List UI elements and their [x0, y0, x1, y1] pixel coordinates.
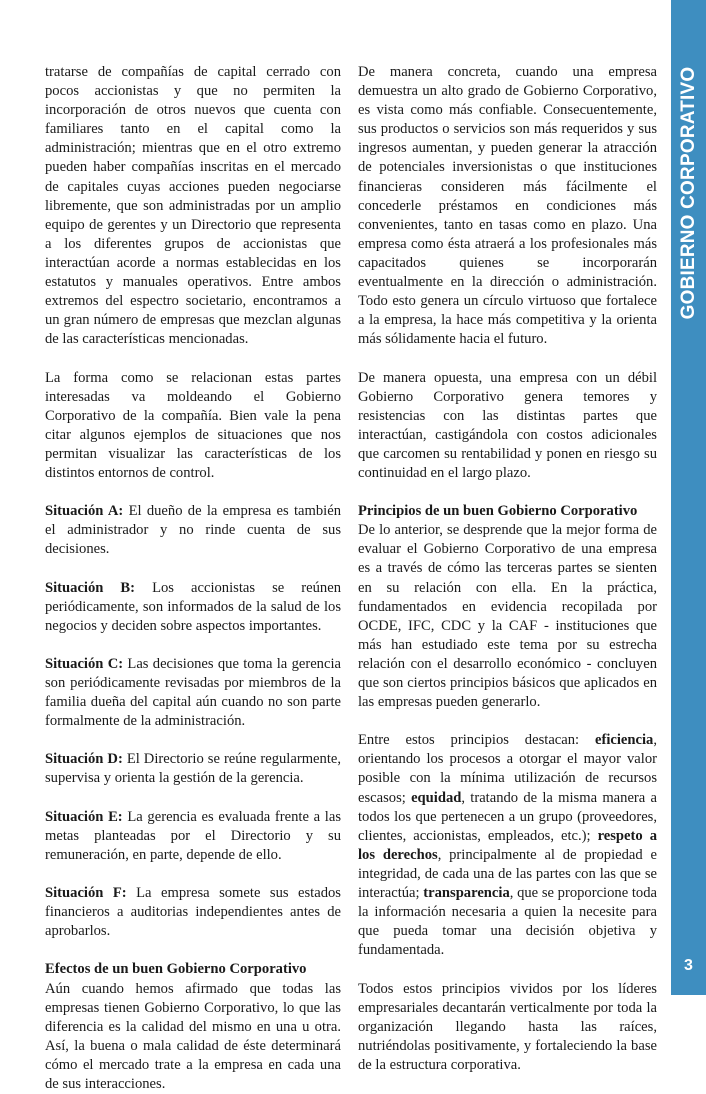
text-run: , tratando de la misma manera a todos los que pertenecen a un grupo (proveedores, clientes, accionistas, empleados, etc.);: [358, 790, 657, 844]
left-column: [45, 63, 341, 1094]
section-band: [671, 0, 706, 995]
efectos-heading: Efectos de un buen Gobierno Corporativo: [45, 960, 341, 979]
situation-d: [45, 750, 341, 788]
intro-paragraph: tratarse de compañías de capital cerrado con pocos accionistas y que no permiten la incorporación de otros nuevos que cuenta con familiares tanto en el capital como la administración; mientras que en el otro extremo pueden haber compañías inscritas en el mercado de capitales cuyas acciones pueden negociarse libremente, que son administradas por un amplio equipo de gerentes y un Directorio que representa a los diferentes grupos de accionistas que interactúan acorde a normas establecidas en los estatutos y manuales operativos. Entre ambos extremos del espectro societario, encontramos a un gran número de empresas que mezclan algunas de las características mencionadas.: [45, 63, 341, 349]
term-respeto: respeto a los derechos: [358, 828, 657, 863]
opuesta-paragraph: De manera opuesta, una empresa con un débil Gobierno Corporativo genera temores y resistencias con las distintas partes que interactúan, castigándola con costos adicionales que carcomen su rentabilidad y ponen en riesgo su continuidad en el largo plazo.: [358, 369, 657, 484]
situation-c: [45, 655, 341, 731]
situation-text: El Directorio se reúne regularmente, supervisa y orienta la gestión de la gerencia.: [45, 751, 341, 786]
situation-text: La empresa somete sus estados financieros a auditorias independientes antes de aprobarlos.: [45, 885, 341, 939]
situation-a: [45, 502, 341, 559]
term-transparencia: transparencia: [423, 885, 509, 901]
situation-label: Situación E:: [45, 809, 123, 825]
section-title: [671, 0, 706, 340]
situation-f: [45, 884, 341, 941]
situation-text: Las decisiones que toma la gerencia son periódicamente revisadas por miembros de la familia dueña del capital aún cuando no son parte formalmente de la administración.: [45, 656, 341, 729]
term-eficiencia: eficiencia: [595, 732, 653, 748]
situation-e: [45, 808, 341, 865]
situation-text: El dueño de la empresa es también el administrador y no rinde cuenta de sus decisiones.: [45, 503, 341, 557]
page-number: 3: [671, 957, 706, 975]
efectos-paragraph: Aún cuando hemos afirmado que todas las empresas tienen Gobierno Corporativo, lo que las diferencia es la calidad del mismo en una u otra. Así, la buena o mala calidad de éste determinará cómo el mercado trate a la empresa en cada una de sus interacciones.: [45, 980, 341, 1094]
situation-b: [45, 579, 341, 636]
situation-label: Situación F:: [45, 885, 127, 901]
destacan-paragraph: [358, 731, 657, 960]
section-title-text: GOBIERNO CORPORATIVO: [678, 67, 700, 320]
principios-heading: Principios de un buen Gobierno Corporativo: [358, 502, 657, 521]
term-equidad: equidad: [411, 790, 461, 806]
situation-text: Los accionistas se reúnen periódicamente, son informados de la salud de los negocios y deciden sobre aspectos importantes.: [45, 580, 341, 634]
situation-label: Situación B:: [45, 580, 135, 596]
todos-paragraph: Todos estos principios vividos por los líderes empresariales decantarán verticalmente por toda la organización llegando hasta las raíces, nutriéndolas positivamente, y fortaleciendo la base de la estructura corporativa.: [358, 980, 657, 1075]
situation-label: Situación A:: [45, 503, 123, 519]
principios-paragraph: De lo anterior, se desprende que la mejor forma de evaluar el Gobierno Corporativo de una empresa es a través de cómo las terceras partes se sienten en su relación con ella. En la práctica, fundamentados en evidencia recopilada por OCDE, IFC, CDC y la CAF - instituciones que más han estudiado este tema por su estrecha relación con el desarrollo económico - concluyen que son ciertos principios básicos que aplicados en las empresas pueden generarlo.: [358, 521, 657, 712]
text-run: , orientando los procesos a otorgar el mayor valor posible con la mínima utilización de recursos escasos;: [358, 732, 657, 805]
text-run: , que se proporcione toda la información necesaria a quien la necesite para que pueda tomar una decisión objetiva y fundamentada.: [358, 885, 657, 958]
concreta-paragraph: De manera concreta, cuando una empresa demuestra un alto grado de Gobierno Corporativo, es vista como más confiable. Consecuentemente, sus productos o servicios son más requeridos y sus ingresos aumentan, y pueden generar la atracción de potenciales inversionistas o que instituciones financieras consideren más fácilmente el concederle préstamos en condiciones más convenientes, tanto en tasas como en plazo. Una empresa como ésta atraerá a los profesionales más capacitados quienes se incorporarán eventualmente en la dirección o administración. Todo esto genera un círculo virtuoso que fortalece a la empresa, la hace más competitiva y la orienta más sólidamente hacia el futuro.: [358, 63, 657, 349]
situation-label: Situación D:: [45, 751, 123, 767]
forma-paragraph: La forma como se relacionan estas partes interesadas va moldeando el Gobierno Corporativo de la compañía. Bien vale la pena citar algunos ejemplos de situaciones que nos permitan visualizar las características de los distintos entornos de control.: [45, 369, 341, 484]
situation-text: La gerencia es evaluada frente a las metas planteadas por el Directorio y su remuneración, en parte, depende de ello.: [45, 809, 341, 863]
text-run: Entre estos principios destacan:: [358, 732, 595, 748]
situation-label: Situación C:: [45, 656, 123, 672]
text-run: , principalmente al de propiedad e integridad, de cada una de las partes con las que se interactúa;: [358, 847, 657, 901]
right-column: [358, 63, 657, 1075]
